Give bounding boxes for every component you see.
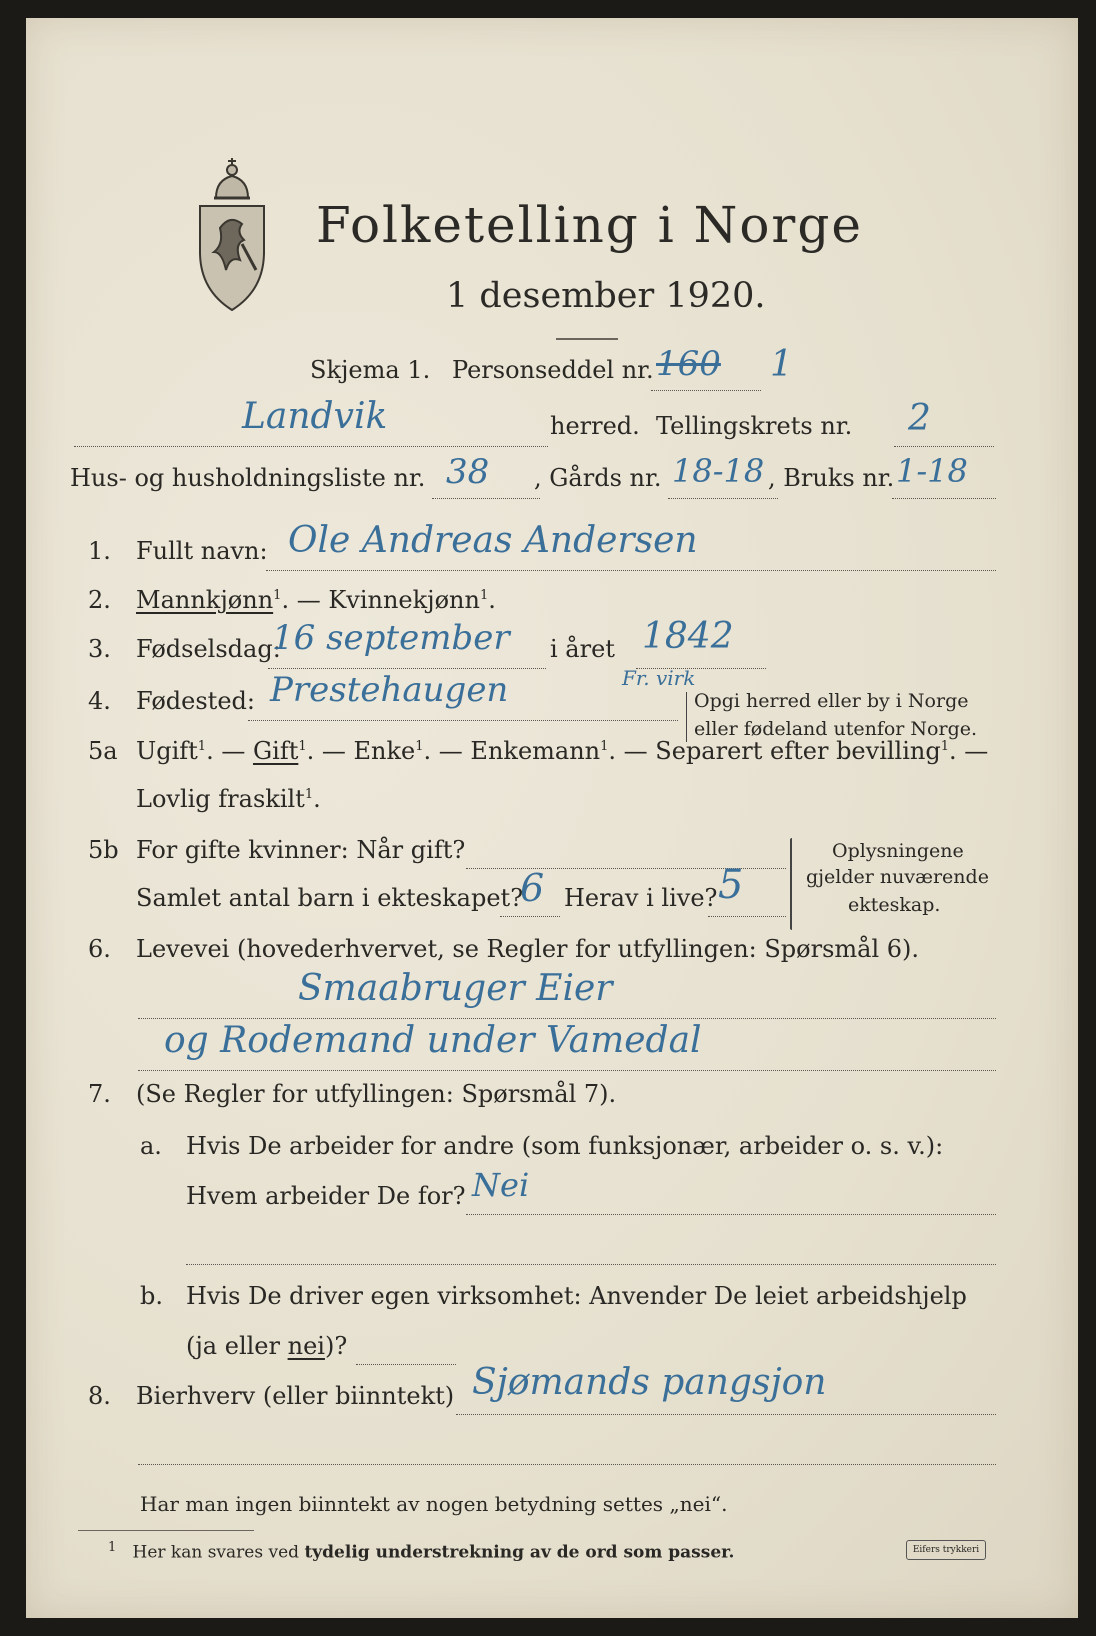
q5b-number: 5b <box>88 836 119 864</box>
birth-year-value: 1842 <box>642 616 734 657</box>
herred-label: herred. <box>550 412 640 440</box>
q7a-question: Hvem arbeider De for? <box>186 1182 466 1210</box>
status-fraskilt: Lovlig fraskilt <box>136 785 305 813</box>
personseddel-struck: 160 <box>656 344 721 384</box>
q7b-question: (ja eller nei)? <box>186 1332 348 1360</box>
form-title: Folketelling i Norge <box>316 196 863 254</box>
q7-label: (Se Regler for utfyllingen: Spørsmål 7). <box>136 1080 617 1108</box>
q5b-label: For gifte kvinner: Når gift? <box>136 836 466 864</box>
q5b-note-1: Oplysningene <box>832 840 964 862</box>
hus-label: Hus- og husholdningsliste nr. <box>70 464 426 492</box>
footer-note: Har man ingen biinntekt av nogen betydning settes „nei“. <box>140 1492 728 1516</box>
q8-label: Bierhverv (eller biinntekt) <box>136 1382 455 1410</box>
q2-number: 2. <box>88 586 111 614</box>
status-ugift: Ugift <box>136 737 198 765</box>
birth-date-value: 16 september <box>272 618 510 658</box>
tellingskrets-value: 2 <box>908 398 931 439</box>
q3-label: Fødselsdag: <box>136 635 281 663</box>
coat-of-arms-icon <box>186 148 278 316</box>
hus-value: 38 <box>446 452 490 492</box>
occupation-line-1: Smaabruger Eier <box>298 968 613 1009</box>
children-count-value: 6 <box>520 866 545 910</box>
q1-number: 1. <box>88 537 111 565</box>
q7b-nei-option: nei <box>287 1332 325 1360</box>
q7a-text: Hvis De arbeider for andre (som funksjonær, arbeider o. s. v.): <box>186 1132 944 1160</box>
form-date: 1 desember 1920. <box>446 276 766 316</box>
q5b-note-3: ekteskap. <box>848 894 941 916</box>
herred-value: Landvik <box>242 396 388 437</box>
gender-female: Kvinnekjønn <box>328 586 480 614</box>
status-gift: Gift <box>252 737 299 765</box>
children-alive-value: 5 <box>718 862 744 908</box>
status-enke: Enke <box>353 737 416 765</box>
occupation-line-2: og Rodemand under Vamedal <box>164 1020 702 1061</box>
schema-label: Skjema 1. <box>310 356 431 384</box>
status-enkemann: Enkemann <box>470 737 601 765</box>
printer-stamp: Eifers trykkeri <box>906 1540 986 1560</box>
status-fraskilt-line: Lovlig fraskilt$^1$. <box>136 785 321 813</box>
q7-number: 7. <box>88 1080 111 1108</box>
full-name-value: Ole Andreas Andersen <box>288 520 698 561</box>
birthplace-value: Prestehaugen <box>270 670 509 710</box>
q5a-number: 5a <box>88 737 118 765</box>
q6-number: 6. <box>88 935 111 963</box>
q4-number: 4. <box>88 687 111 715</box>
q4-label: Fødested: <box>136 687 255 715</box>
q7a-number: a. <box>140 1132 162 1160</box>
q1-label: Fullt navn: <box>136 537 268 565</box>
q4-note-1: Opgi herred eller by i Norge <box>694 690 969 712</box>
gards-label: , Gårds nr. <box>534 464 662 492</box>
q7b-number: b. <box>140 1282 163 1310</box>
gards-value: 18-18 <box>672 452 765 490</box>
q6-label: Levevei (hovederhvervet, se Regler for utfyllingen: Spørsmål 6). <box>136 935 920 963</box>
q7b-text: Hvis De driver egen virksomhet: Anvender De leiet arbeidshjelp <box>186 1282 967 1310</box>
secondary-income-value: Sjømands pangsjon <box>472 1362 827 1403</box>
q3-year-label: i året <box>550 635 615 663</box>
q4-note-2: eller fødeland utenfor Norge. <box>694 718 978 740</box>
q5b-children-label: Samlet antal barn i ekteskapet? <box>136 884 524 912</box>
status-separert: Separert efter bevilling <box>655 737 941 765</box>
q5b-alive-label: Herav i live? <box>564 884 718 912</box>
q5b-note-2: gjelder nuværende <box>806 866 989 888</box>
q8-number: 8. <box>88 1382 111 1410</box>
bruks-label: , Bruks nr. <box>768 464 895 492</box>
gender-male: Mannkjønn <box>136 586 274 614</box>
birthplace-extra: Fr. virk <box>622 666 696 690</box>
bruks-value: 1-18 <box>896 452 968 490</box>
employer-value: Nei <box>472 1166 530 1204</box>
census-form <box>26 18 1078 1618</box>
footnote-emphasis: tydelig understrekning av de ord som passer. <box>304 1542 735 1563</box>
personseddel-value: 1 <box>770 344 793 385</box>
title-divider <box>556 338 618 340</box>
tellingskrets-label: Tellingskrets nr. <box>656 412 853 440</box>
marital-status-options: Ugift$^1$. — Gift$^1$. — Enke$^1$. — Enkemann$^1$. — Separert efter bevilling$^1$. — <box>136 737 989 765</box>
personseddel-label: Personseddel nr. <box>452 356 654 384</box>
q3-number: 3. <box>88 635 111 663</box>
gender-options: Mannkjønn$^1$. — Kvinnekjønn$^1$. <box>136 586 496 614</box>
footnote: $^1$ Her kan svares ved tydelig understrekning av de ord som passer. <box>108 1540 735 1563</box>
